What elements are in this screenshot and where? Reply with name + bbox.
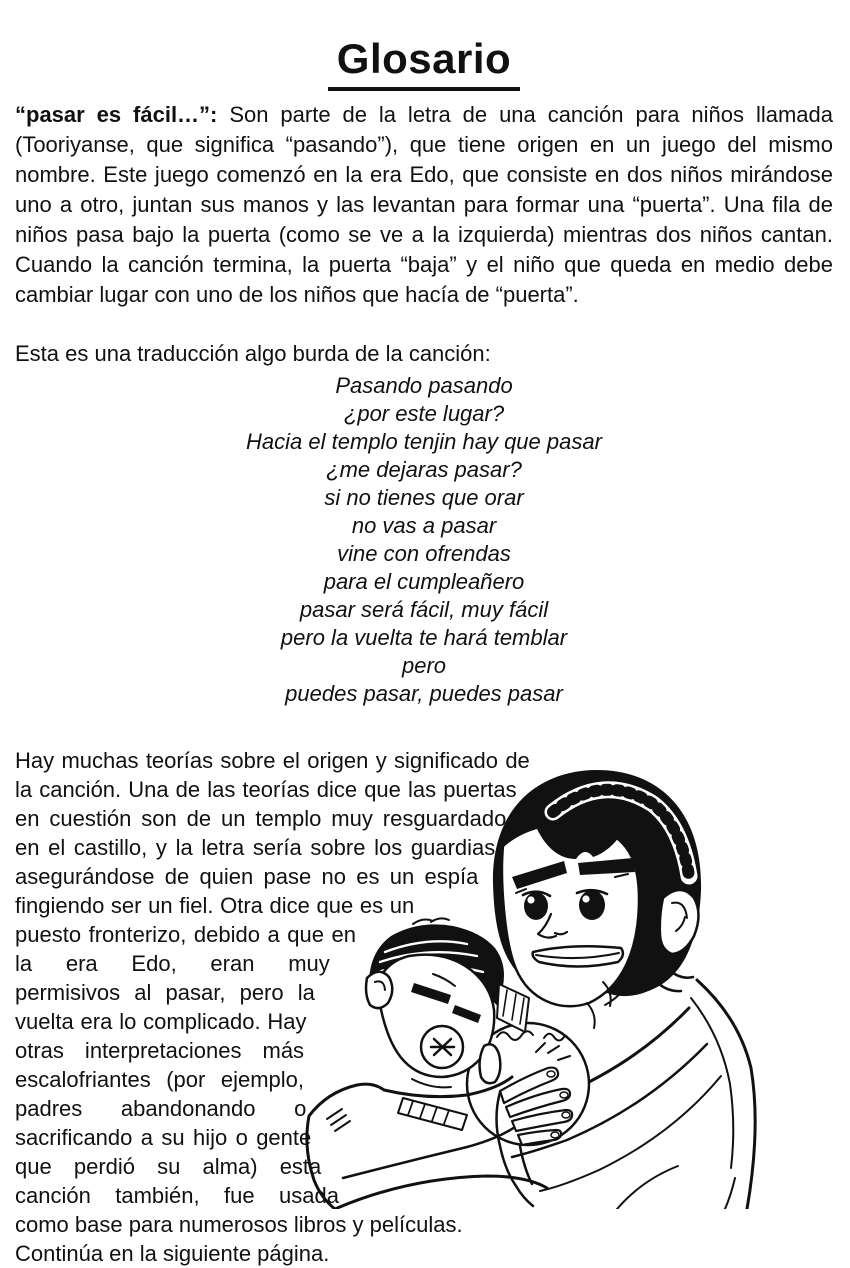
glossary-entry xyxy=(15,100,833,310)
glossary-term: “pasar es fácil…”: xyxy=(15,102,218,127)
continuation-note: Continúa en la siguiente página. xyxy=(15,1241,330,1266)
song-line: puedes pasar, puedes pasar xyxy=(285,681,563,706)
title-row xyxy=(15,34,833,91)
song-line: vine con ofrendas xyxy=(337,541,511,566)
theories-text: Hay muchas teorías sobre el origen y significado de la canción. Una de las teorías dice que las puertas en cuestión son de un templo muy resguardado en el castillo, y la letra sería sobre los guardias asegurándose de quien pase no es un espía fingiendo ser un fiel. Otra dice que es un puesto fronterizo, debido a que en la era Edo, eran muy permisivos al pasar, pero la vuelta era lo complicado. Hay otras interpretaciones más escalofriantes (por ejemplo, padres abandonando o sacrificando a su hijo o gente que perdió su alma) esta canción también, fue usada como base para numerosos libros y películas. xyxy=(15,748,530,1237)
song-line: ¿me dejaras pasar? xyxy=(326,457,522,482)
song-line: Hacia el templo tenjin hay que pasar xyxy=(246,429,602,454)
song-line: pasar será fácil, muy fácil xyxy=(299,597,549,622)
page-title: Glosario xyxy=(328,34,520,91)
song-line: ¿por este lugar? xyxy=(343,401,505,426)
song-line: pero xyxy=(401,653,447,678)
song-line: Pasando pasando xyxy=(335,373,513,398)
song-line: para el cumpleañero xyxy=(323,569,525,594)
song-line: si no tienes que orar xyxy=(324,485,524,510)
translation-intro: Esta es una traducción algo burda de la canción: xyxy=(15,341,491,366)
page-content xyxy=(0,34,850,1268)
song-line: no vas a pasar xyxy=(351,513,497,538)
song-lyrics xyxy=(15,372,833,708)
song-line: pero la vuelta te hará temblar xyxy=(280,625,568,650)
theories-paragraph xyxy=(15,746,833,1268)
glossary-page xyxy=(0,34,850,1266)
glossary-definition: Son parte de la letra de una canción para niños llamada (Tooriyanse, que significa “pasando”), que tiene origen en un juego del mismo nombre. Este juego comenzó en la era Edo, que consiste en dos niños mirándose uno a otro, juntan sus manos y las levantan para formar una “puerta”. Una fila de niños pasa bajo la puerta (como se ve a la izquierda) mientras dos niños cantan. Cuando la canción termina, la puerta “baja” y el niño que queda en medio debe cambiar lugar con uno de los niños que hacía de “puerta”. xyxy=(15,102,833,307)
